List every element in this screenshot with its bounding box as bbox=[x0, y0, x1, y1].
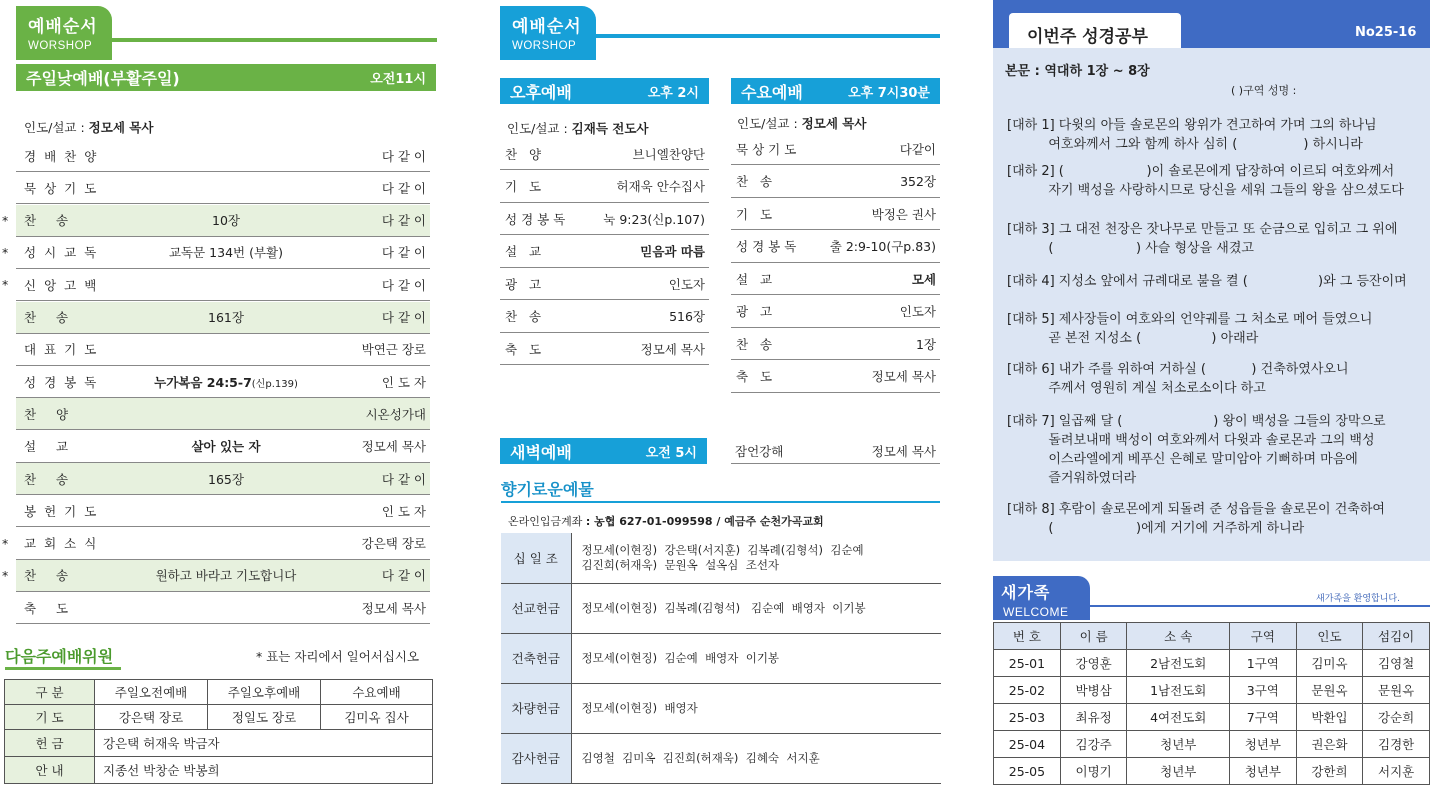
next-week-table bbox=[4, 679, 433, 784]
order-item: 성경봉독 bbox=[736, 239, 801, 254]
order-content-text: 살아 있는 자 bbox=[191, 439, 261, 455]
order-row bbox=[500, 268, 709, 300]
order-person: 정모세 목사 bbox=[361, 600, 426, 616]
family-cell: 25-02 bbox=[994, 677, 1061, 704]
order-person: 박연근 장로 bbox=[361, 342, 426, 358]
order-content-text: 누가복음 24:5-7 bbox=[154, 374, 252, 390]
offering-row bbox=[501, 733, 941, 783]
column-header: 인도 bbox=[1296, 623, 1363, 650]
leader-name: 정모세 목사 bbox=[801, 116, 867, 131]
order-person: 다 같 이 bbox=[381, 180, 426, 196]
order-person: 다 같 이 bbox=[381, 310, 426, 325]
order-item: 설 교 bbox=[24, 439, 77, 455]
order-person: 믿음과 따름 bbox=[640, 244, 705, 259]
order-row bbox=[2, 269, 430, 301]
family-cell: 김경한 bbox=[1363, 731, 1430, 758]
worship-badge-2 bbox=[500, 6, 596, 60]
afternoon-service-bar bbox=[500, 78, 709, 104]
column-header: 번 호 bbox=[994, 623, 1061, 650]
order-content-text: 165장 bbox=[208, 471, 244, 487]
offering-names: 정모세(이현징) 강은택(서지훈) 김복례(김형석) 김순예 김진희(허재욱) 문원옥 설옥심 조선자 bbox=[571, 533, 941, 583]
dawn-title: 새벽예배 bbox=[510, 442, 572, 462]
study-question: [대하 5] 제사장들이 여호와의 언약궤를 그 처소로 메어 들였으니 곧 본전 지성소 ( ) 아래라 bbox=[1007, 312, 1373, 346]
family-cell: 박병삼 bbox=[1060, 677, 1127, 704]
offering-row bbox=[501, 683, 941, 733]
order-item: 찬 송 bbox=[736, 336, 777, 352]
family-cell: 김미옥 bbox=[1296, 650, 1363, 677]
order-content-text: 161장 bbox=[208, 310, 244, 325]
order-item: 묵상기도 bbox=[24, 180, 105, 196]
family-cell: 청년부 bbox=[1127, 758, 1230, 785]
wednesday-service-bar bbox=[731, 78, 940, 104]
offering-type: 차량헌금 bbox=[501, 683, 571, 733]
afternoon-title: 오후예배 bbox=[510, 82, 572, 102]
order-row bbox=[731, 296, 940, 328]
order-row bbox=[16, 398, 430, 430]
study-question: [대하 2] ( )이 솔로몬에게 답장하여 이르되 여호와께서 자기 백성을 사랑하시므로 당신을 세워 그들의 왕을 삼으셨도다 bbox=[1007, 164, 1404, 198]
order-content bbox=[126, 211, 326, 229]
order-person: 정모세 목사 bbox=[871, 369, 936, 384]
study-question: [대하 8] 후람이 솔로몬에게 되돌려 준 성읍들을 솔로몬이 건축하여 ( )에게 거기에 거주하게 하니라 bbox=[1007, 502, 1385, 536]
leader-name: 정모세 목사 bbox=[88, 120, 154, 135]
order-content bbox=[126, 308, 326, 326]
order-row bbox=[500, 333, 709, 365]
study-text: 본문 : 역대하 1장 ~ 8장 bbox=[1005, 64, 1150, 79]
order-person: 출 2:9-10(구p.83) bbox=[829, 239, 936, 254]
offering-table bbox=[501, 533, 941, 784]
order-person: 모세 bbox=[911, 271, 936, 287]
order-person: 시온성가대 bbox=[365, 406, 426, 422]
order-row bbox=[16, 140, 430, 172]
sunday-service-time: 오전11시 bbox=[370, 72, 426, 87]
dawn-person: 정모세 목사 bbox=[871, 443, 936, 459]
order-person: 다 같 이 bbox=[381, 148, 426, 164]
standing-mark: * bbox=[2, 567, 9, 583]
family-cell: 이명기 bbox=[1060, 758, 1127, 785]
order-content-text: 10장 bbox=[212, 213, 240, 229]
order-row bbox=[500, 236, 709, 268]
order-row bbox=[731, 263, 940, 295]
study-question: [대하 4] 지성소 앞에서 규례대로 불을 켤 ( )와 그 등잔이며 bbox=[1007, 274, 1407, 289]
family-cell: 강영훈 bbox=[1060, 650, 1127, 677]
family-cell: 25-05 bbox=[994, 758, 1061, 785]
order-item: 설 교 bbox=[505, 244, 546, 259]
order-person: 516장 bbox=[669, 309, 705, 324]
study-title: 이번주 성경공부 bbox=[1009, 13, 1181, 48]
wednesday-leader bbox=[737, 114, 866, 132]
cell: 주일오후예배 bbox=[208, 680, 321, 705]
order-person: 다 같 이 bbox=[381, 568, 426, 584]
account-line bbox=[508, 513, 824, 529]
dawn-row bbox=[731, 438, 940, 464]
family-row bbox=[994, 650, 1430, 677]
study-question: [대하 6] 내가 주를 위하여 거하실 ( ) 건축하였사오니 주께서 영원히 계실 처소로소이다 하고 bbox=[1007, 362, 1349, 396]
offering-type: 감사헌금 bbox=[501, 733, 571, 783]
study-question: [대하 3] 그 대전 천장은 잣나무로 만들고 또 순금으로 입히고 그 위에 ( ) 사슬 형상을 새겼고 bbox=[1007, 222, 1398, 256]
header-rule-2 bbox=[596, 34, 940, 38]
order-person: 1장 bbox=[915, 336, 936, 352]
offering-names: 정모세(이현징) 김복례(김형석) 김순예 배영자 이기봉 bbox=[571, 583, 941, 633]
family-cell: 서지훈 bbox=[1363, 758, 1430, 785]
family-cell: 25-04 bbox=[994, 731, 1061, 758]
order-row bbox=[731, 198, 940, 230]
order-person: 다 같 이 bbox=[381, 213, 426, 229]
order-row bbox=[731, 166, 940, 198]
cell: 구 분 bbox=[5, 680, 95, 705]
column-header: 섬김이 bbox=[1363, 623, 1430, 650]
order-row bbox=[16, 334, 430, 366]
order-row bbox=[16, 172, 430, 204]
order-row bbox=[731, 231, 940, 263]
order-content bbox=[126, 437, 326, 455]
order-person: 박정은 권사 bbox=[871, 206, 936, 222]
family-row bbox=[994, 704, 1430, 731]
order-row bbox=[16, 463, 430, 495]
leader-label: 인도/설교 : bbox=[737, 116, 802, 131]
study-question: [대하 1] 다윗의 아들 솔로몬의 왕위가 견고하여 가며 그의 하나님 여호와께서 그와 함께 하사 심히 ( ) 하시니라 bbox=[1007, 118, 1377, 152]
column-header: 소 속 bbox=[1127, 623, 1230, 650]
family-cell: 문원옥 bbox=[1296, 677, 1363, 704]
order-person: 인도자 bbox=[668, 276, 705, 292]
standing-mark: * bbox=[2, 277, 9, 293]
offering-names: 김영철 김미옥 김진희(허재욱) 김혜숙 서지훈 bbox=[571, 733, 941, 783]
family-row bbox=[994, 677, 1430, 704]
standing-mark: * bbox=[2, 212, 9, 228]
family-cell: 문원옥 bbox=[1363, 677, 1430, 704]
order-content bbox=[126, 243, 326, 261]
offering-row bbox=[501, 533, 941, 583]
family-cell: 김강주 bbox=[1060, 731, 1127, 758]
cell: 김미옥 집사 bbox=[321, 705, 433, 730]
afternoon-leader bbox=[507, 119, 648, 137]
family-cell: 1구역 bbox=[1230, 650, 1297, 677]
offering-names: 정모세(이현징) 김순예 배영자 이기봉 bbox=[571, 633, 941, 683]
order-row bbox=[500, 301, 709, 333]
order-person: 인도자 bbox=[899, 304, 936, 319]
order-content-text: 교독문 134번 (부활) bbox=[168, 245, 283, 261]
order-row bbox=[16, 431, 430, 463]
order-person: 인 도 자 bbox=[381, 374, 426, 390]
dawn-time: 오전 5시 bbox=[645, 445, 697, 461]
order-item: 기 도 bbox=[736, 206, 777, 222]
order-content bbox=[126, 566, 326, 584]
order-row bbox=[731, 328, 940, 360]
order-person: 눅 9:23(신p.107) bbox=[603, 211, 705, 227]
order-item: 광 고 bbox=[505, 276, 546, 292]
offering-row bbox=[501, 583, 941, 633]
cell: 수요예배 bbox=[321, 680, 433, 705]
order-row bbox=[2, 560, 430, 592]
offering-type: 십 일 조 bbox=[501, 533, 571, 583]
order-row bbox=[500, 138, 709, 170]
family-cell: 권은화 bbox=[1296, 731, 1363, 758]
new-family-table bbox=[993, 622, 1430, 785]
order-item: 찬 양 bbox=[505, 146, 546, 162]
family-cell: 청년부 bbox=[1230, 758, 1297, 785]
leader-label: 인도/설교 : bbox=[24, 120, 89, 135]
order-row bbox=[2, 205, 430, 237]
order-item: 찬 송 bbox=[736, 174, 777, 189]
order-item: 찬 양 bbox=[24, 406, 77, 422]
order-item: 묵상기도 bbox=[736, 141, 801, 157]
order-item: 봉헌기도 bbox=[24, 503, 105, 519]
study-name-field: ( )구역 성명 : bbox=[1231, 84, 1297, 97]
order-person: 인 도 자 bbox=[381, 503, 426, 519]
order-item: 성시교독 bbox=[24, 245, 105, 261]
cell: 지종선 박창순 박봉희 bbox=[95, 757, 433, 784]
afternoon-time: 오후 2시 bbox=[647, 85, 699, 101]
order-person: 352장 bbox=[900, 174, 936, 189]
family-cell: 최유정 bbox=[1060, 704, 1127, 731]
offering-title: 향기로운예물 bbox=[501, 480, 594, 499]
study-panel bbox=[993, 48, 1430, 561]
welcome-sub: WELCOME bbox=[1003, 605, 1069, 619]
cell: 강은택 허재욱 박금자 bbox=[95, 730, 433, 757]
next-week-rule bbox=[5, 667, 121, 670]
order-item: 찬 송 bbox=[505, 309, 546, 324]
order-content-text: 원하고 바라고 기도합니다 bbox=[155, 568, 297, 584]
order-person: 강은택 장로 bbox=[361, 536, 426, 552]
cell: 안 내 bbox=[5, 757, 95, 784]
study-question: [대하 7] 일곱째 달 ( ) 왕이 백성을 그들의 장막으로 돌려보내매 백성이 여호와께서 다윗과 솔로몬과 그의 백성 이스라엘에게 베푸신 은혜로 말미암아 기뻐하며 마음에 즐거워하였더라 bbox=[1007, 414, 1386, 486]
welcome-message: 새가족을 환영합니다. bbox=[1316, 594, 1400, 604]
column-header: 이 름 bbox=[1060, 623, 1127, 650]
order-person: 정모세 목사 bbox=[640, 341, 705, 357]
offering-type: 선교헌금 bbox=[501, 583, 571, 633]
offering-type: 건축헌금 bbox=[501, 633, 571, 683]
order-row bbox=[500, 203, 709, 235]
family-row bbox=[994, 758, 1430, 785]
welcome-rule bbox=[1090, 605, 1430, 607]
worship-badge-title: 예배순서 bbox=[512, 17, 582, 37]
order-item: 축 도 bbox=[24, 600, 77, 616]
welcome-badge bbox=[993, 576, 1090, 620]
order-item: 찬 송 bbox=[24, 310, 77, 325]
leader-name: 김재득 전도사 bbox=[571, 121, 649, 136]
wednesday-time: 오후 7시30분 bbox=[848, 85, 930, 101]
order-row bbox=[16, 366, 430, 398]
order-person: 다 같 이 bbox=[381, 245, 426, 261]
offering-names: 정모세(이현징) 배영자 bbox=[571, 683, 941, 733]
order-person: 다 같 이 bbox=[381, 277, 426, 293]
worship-badge-sub: WORSHOP bbox=[512, 40, 577, 52]
order-item: 대표기도 bbox=[24, 342, 105, 358]
order-row bbox=[731, 361, 940, 393]
order-row bbox=[16, 302, 430, 334]
order-item: 축 도 bbox=[736, 369, 777, 384]
study-number: No25-16 bbox=[1355, 25, 1417, 40]
order-person: 브니엘찬양단 bbox=[632, 146, 705, 162]
order-item: 찬 송 bbox=[24, 568, 77, 584]
order-person: 정모세 목사 bbox=[361, 439, 426, 455]
offering-row bbox=[501, 633, 941, 683]
order-content bbox=[126, 470, 326, 488]
account-number: : 농협 627-01-099598 / 예금주 순천가곡교회 bbox=[585, 515, 824, 528]
order-person: 다같이 bbox=[899, 141, 936, 157]
order-row bbox=[500, 171, 709, 203]
wednesday-title: 수요예배 bbox=[741, 82, 803, 102]
family-header-row bbox=[994, 623, 1430, 650]
header-rule bbox=[112, 38, 437, 42]
worship-badge-title: 예배순서 bbox=[28, 17, 98, 37]
family-cell: 박환입 bbox=[1296, 704, 1363, 731]
order-item: 신앙고백 bbox=[24, 277, 105, 293]
standing-mark: * bbox=[2, 244, 9, 260]
family-cell: 25-01 bbox=[994, 650, 1061, 677]
order-person: 다 같 이 bbox=[381, 471, 426, 487]
column-header: 구역 bbox=[1230, 623, 1297, 650]
family-cell: 2남전도회 bbox=[1127, 650, 1230, 677]
order-row bbox=[2, 237, 430, 269]
family-cell: 1남전도회 bbox=[1127, 677, 1230, 704]
family-cell: 청년부 bbox=[1230, 731, 1297, 758]
order-item: 광 고 bbox=[736, 304, 777, 319]
account-label: 온라인입금계좌 bbox=[508, 515, 583, 528]
dawn-service-bar bbox=[500, 438, 707, 464]
standing-note: * 표는 자리에서 일어서십시오 bbox=[256, 649, 420, 664]
next-week-title: 다음주예배위원 bbox=[5, 647, 114, 666]
worship-badge-sub: WORSHOP bbox=[28, 40, 93, 52]
family-cell: 강순희 bbox=[1363, 704, 1430, 731]
offering-rule bbox=[501, 501, 940, 503]
order-person: 허재욱 안수집사 bbox=[616, 179, 705, 194]
cell: 헌 금 bbox=[5, 730, 95, 757]
order-row bbox=[16, 495, 430, 527]
sunday-leader bbox=[24, 118, 153, 136]
family-cell: 김영철 bbox=[1363, 650, 1430, 677]
order-item: 경배찬양 bbox=[24, 148, 105, 164]
order-item: 설 교 bbox=[736, 271, 777, 287]
order-content-ref: (신p.139) bbox=[251, 378, 298, 390]
sunday-service-bar bbox=[16, 64, 436, 91]
leader-label: 인도/설교 : bbox=[507, 121, 572, 136]
dawn-item: 잠언강해 bbox=[735, 443, 784, 459]
order-item: 성경봉독 bbox=[505, 211, 570, 227]
family-cell: 청년부 bbox=[1127, 731, 1230, 758]
order-item: 기 도 bbox=[505, 179, 546, 194]
welcome-title: 새가족 bbox=[1001, 583, 1051, 602]
order-content bbox=[126, 373, 326, 391]
cell: 기 도 bbox=[5, 705, 95, 730]
order-row bbox=[2, 528, 430, 560]
order-item: 찬 송 bbox=[24, 471, 77, 487]
cell: 주일오전예배 bbox=[95, 680, 208, 705]
order-item: 찬 송 bbox=[24, 213, 77, 229]
order-row bbox=[16, 592, 430, 624]
family-cell: 7구역 bbox=[1230, 704, 1297, 731]
cell: 정일도 장로 bbox=[208, 705, 321, 730]
sunday-service-title: 주일낮예배(부활주일) bbox=[26, 69, 180, 88]
order-item: 성경봉독 bbox=[24, 374, 105, 390]
family-cell: 25-03 bbox=[994, 704, 1061, 731]
order-item: 축 도 bbox=[505, 341, 546, 357]
standing-mark: * bbox=[2, 535, 9, 551]
family-row bbox=[994, 731, 1430, 758]
family-cell: 3구역 bbox=[1230, 677, 1297, 704]
worship-badge bbox=[16, 6, 112, 60]
order-row bbox=[731, 133, 940, 165]
family-cell: 4여전도회 bbox=[1127, 704, 1230, 731]
family-cell: 강한희 bbox=[1296, 758, 1363, 785]
cell: 강은택 장로 bbox=[95, 705, 208, 730]
order-item: 교회소식 bbox=[24, 536, 105, 552]
